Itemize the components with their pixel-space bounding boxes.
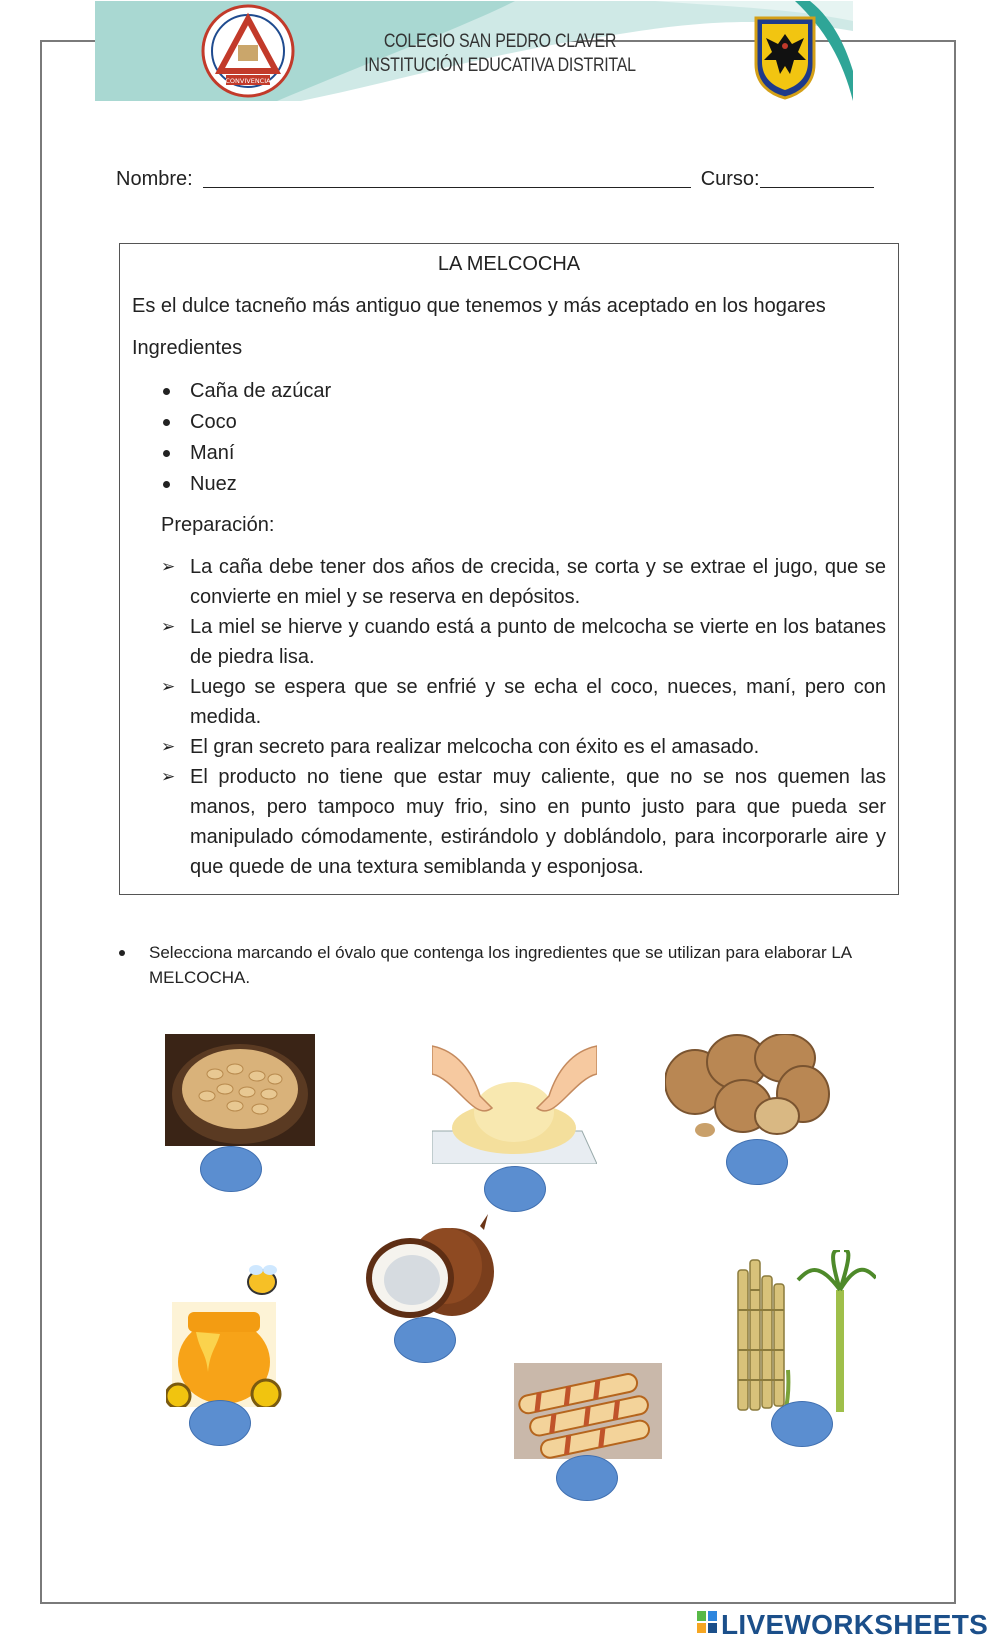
district-crest-icon: [752, 14, 818, 100]
preparation-steps: [132, 552, 886, 882]
liveworksheets-icon: [697, 1609, 719, 1635]
recipe-box: [119, 243, 899, 895]
ingredients-heading: Ingredientes: [132, 337, 243, 359]
ingredient-item: Caña de azúcar: [132, 376, 886, 407]
walnuts-image: [665, 1034, 831, 1140]
recipe-intro: Es el dulce tacneño más antiguo que tenemos y más aceptado en los hogares: [132, 295, 826, 317]
logo-motto: CONVIVENCIA: [225, 77, 271, 85]
name-label: Nombre:: [116, 168, 193, 190]
answer-oval-peanuts[interactable]: [200, 1146, 262, 1192]
step-item: ➢ Luego se espera que se enfrié y se echa el coco, nueces, maní, pero con medida.: [132, 672, 886, 732]
ingredient-item: Maní: [132, 438, 886, 469]
melcocha-candy-image: [514, 1363, 662, 1459]
ingredient-item: Nuez: [132, 469, 886, 500]
coconut-image: [362, 1214, 498, 1326]
answer-oval-walnuts[interactable]: [726, 1139, 788, 1185]
step-item: ➢ La miel se hierve y cuando está a punto de melcocha se vierte en los batanes de piedra lisa.: [132, 612, 886, 672]
answer-oval-sugar-cane[interactable]: [771, 1401, 833, 1447]
activity-instruction: [119, 940, 899, 990]
answer-oval-honey[interactable]: [189, 1400, 251, 1446]
bullet-icon: [119, 950, 125, 956]
sugar-cane-image: [728, 1250, 876, 1415]
step-item: ➢ El gran secreto para realizar melcocha con éxito es el amasado.: [132, 732, 886, 762]
preparation-heading: Preparación:: [161, 514, 275, 536]
brand-text: LIVEWORKSHEETS: [721, 1609, 989, 1640]
name-field[interactable]: [203, 170, 691, 188]
instruction-text: Selecciona marcando el óvalo que contenga los ingredientes que se utilizan para elaborar LA MELCOCHA.: [149, 943, 852, 987]
school-name-line1: COLEGIO SAN PEDRO CLAVER: [383, 31, 617, 52]
school-name-line2: INSTITUCIÓN EDUCATIVA DISTRITAL: [364, 55, 636, 76]
recipe-title: LA MELCOCHA: [437, 253, 581, 275]
student-info-row: [116, 168, 874, 191]
course-field[interactable]: [760, 170, 874, 188]
liveworksheets-logo: [697, 1609, 997, 1641]
answer-oval-kneading[interactable]: [484, 1166, 546, 1212]
school-name: [0, 30, 1000, 78]
ingredient-item: Coco: [132, 407, 886, 438]
ingredients-list: [132, 376, 886, 500]
course-label: Curso:: [700, 168, 760, 190]
honey-image: [166, 1262, 292, 1407]
step-item: ➢ La caña debe tener dos años de crecida, se corta y se extrae el jugo, que se convierte en miel y se reserva en depósitos.: [132, 552, 886, 612]
peanuts-image: [165, 1034, 315, 1146]
step-item: ➢ El producto no tiene que estar muy caliente, que no se nos quemen las manos, pero tampoco muy frio, sino en punto justo para que pueda ser manipulado cómodamente, estirándolo y doblándolo, para incorporarle aire y que quede de una textura semiblanda y esponjosa.: [132, 762, 886, 882]
answer-oval-melcocha[interactable]: [556, 1455, 618, 1501]
kneading-image: [432, 1036, 597, 1164]
answer-oval-coconut[interactable]: [394, 1317, 456, 1363]
